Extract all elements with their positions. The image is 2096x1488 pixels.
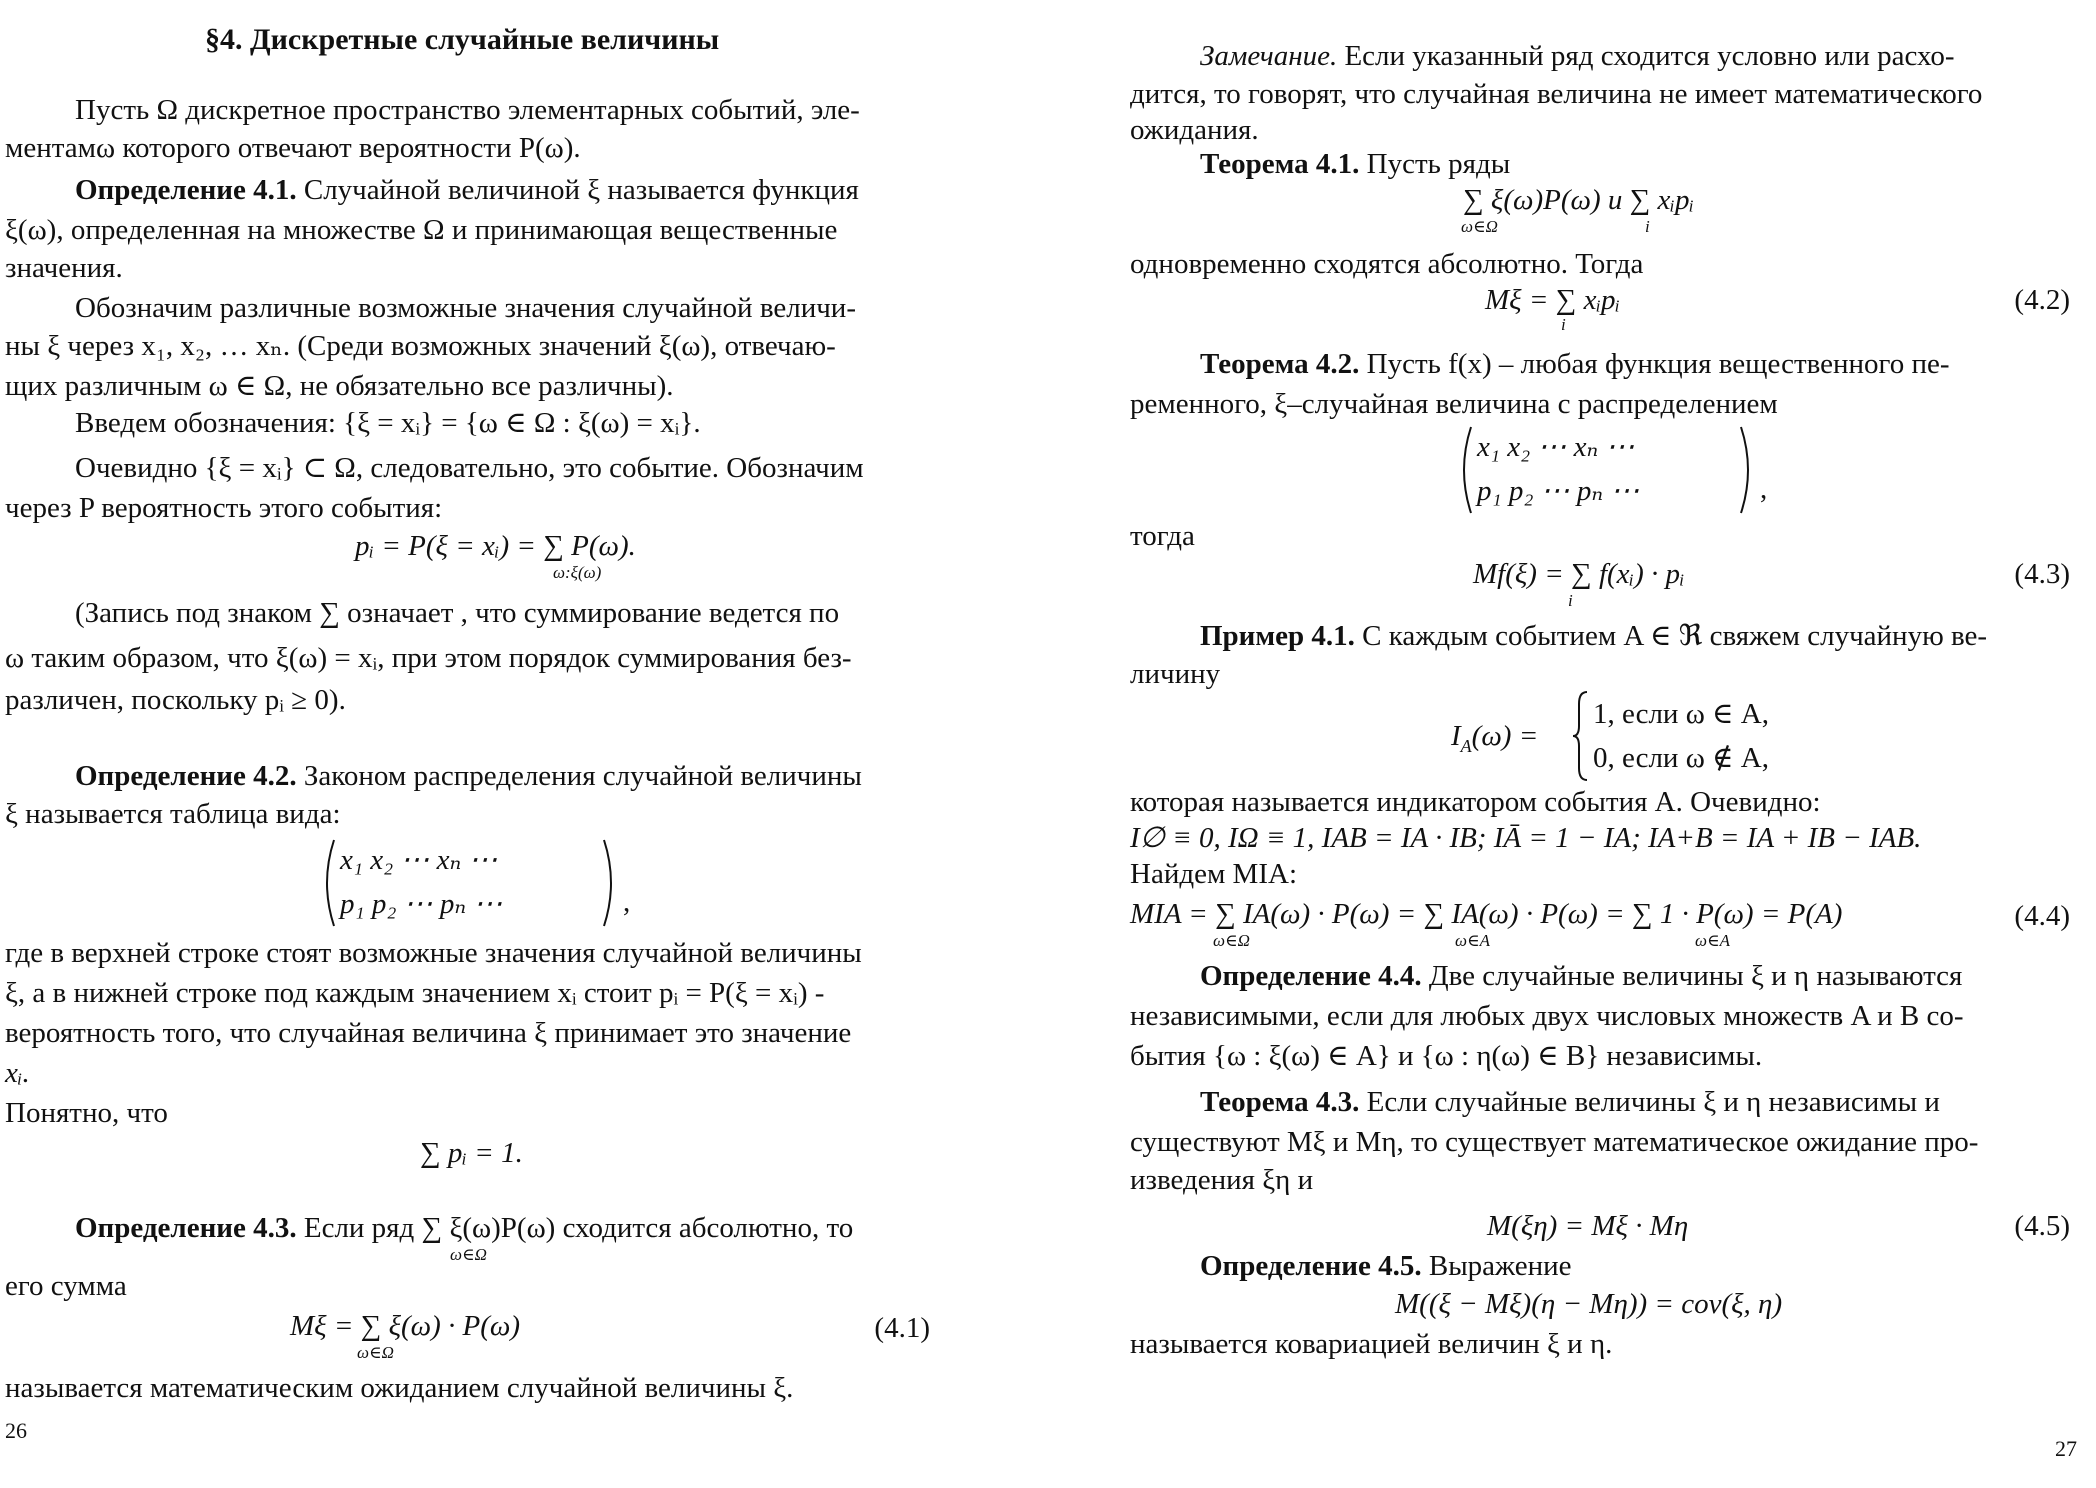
example-text: С каждым событием A ∈ ℜ свяжем случайную ве- — [1354, 620, 1988, 652]
matrix-top-row: x₁ x₂ ⋯ xₙ ⋯ — [1477, 431, 1635, 463]
section-title: §4. Дискретные случайные величины — [205, 23, 720, 56]
definition-heading: Определение 4.4. — [1200, 960, 1422, 992]
formula-4-4: MIA = ∑ IA(ω) · P(ω) = ∑ IA(ω) · P(ω) = ∑ 1 · P(ω) = P(A) — [1130, 898, 1843, 930]
theorem-4-1 — [1200, 146, 1510, 182]
definition-4-5 — [1200, 1248, 1572, 1284]
equation-number: (4.1) — [874, 1312, 930, 1344]
paragraph-line: ω таким образом, что ξ(ω) = xᵢ, при этом порядок суммирования без- — [5, 642, 852, 674]
definition-heading: Определение 4.5. — [1200, 1250, 1422, 1282]
matrix-bottom-row: p₁ p₂ ⋯ pₙ ⋯ — [1477, 475, 1640, 507]
paragraph-line: Понятно, что — [5, 1097, 168, 1129]
formula-subscript: ω∈A — [1695, 931, 1730, 950]
left-paren — [1455, 425, 1475, 515]
paragraph-line: Пусть Ω дискретное пространство элементарных событий, эле- — [75, 94, 860, 126]
theorem-4-2 — [1200, 346, 1950, 382]
definition-text: Случайной величиной ξ называется функция — [296, 174, 859, 206]
example-heading: Пример 4.1. — [1200, 620, 1355, 652]
paragraph-line: независимыми, если для любых двух числовых множеств A и B со- — [1130, 1000, 1964, 1032]
paragraph-line: бытия {ω : ξ(ω) ∈ A} и {ω : η(ω) ∈ B} независимы. — [1130, 1040, 1763, 1072]
paragraph-line: Введем обозначения: {ξ = xᵢ} = {ω ∈ Ω : ξ(ω) = xᵢ}. — [75, 407, 701, 439]
remark-text: Если указанный ряд сходится условно или расхо- — [1337, 40, 1955, 72]
remark-heading: Замечание. — [1200, 40, 1338, 72]
paragraph-line: ξ, а в нижней строке под каждым значением xᵢ стоит pᵢ = P(ξ = xᵢ) - — [5, 977, 825, 1009]
example-4-1 — [1200, 618, 1987, 654]
paragraph-line: называется ковариацией величин ξ и η. — [1130, 1328, 1613, 1360]
theorem-heading: Теорема 4.1. — [1200, 148, 1360, 180]
indicator-definition — [1451, 690, 1771, 782]
formula-subscript: ω∈Ω — [1213, 931, 1250, 950]
paragraph-line: ны ξ через x₁, x₂, … xₙ. (Среди возможных значений ξ(ω), отвечаю- — [5, 330, 836, 362]
indicator-case-2: 0, если ω ∉ A, — [1593, 742, 1769, 774]
formula-pi: pᵢ = P(ξ = xᵢ) = ∑ P(ω). — [355, 530, 636, 562]
theorem-text: Если случайные величины ξ и η независимы и — [1359, 1086, 1940, 1118]
definition-heading: Определение 4.2. — [75, 760, 297, 792]
left-page — [0, 0, 1030, 1488]
paragraph-line: дится, то говорят, что случайная величина не имеет математического — [1130, 78, 1983, 110]
definition-heading: Определение 4.1. — [75, 174, 297, 206]
formula-subscript: ω∈Ω — [1461, 217, 1498, 236]
definition-text: Если ряд ∑ ξ(ω)P(ω) сходится абсолютно, то — [296, 1212, 854, 1244]
paragraph-line: вероятность того, что случайная величина ξ принимает это значение — [5, 1017, 852, 1049]
paragraph-line: различен, поскольку pᵢ ≥ 0). — [5, 684, 346, 716]
paragraph-line: щих различным ω ∈ Ω, не обязательно все различны). — [5, 370, 674, 402]
paragraph-line: личину — [1130, 658, 1221, 690]
definition-4-1 — [75, 172, 859, 208]
theorem-heading: Теорема 4.2. — [1200, 348, 1360, 380]
formula-4-5: M(ξη) = Mξ · Mη — [1487, 1210, 1689, 1242]
definition-text: Законом распределения случайной величины — [296, 760, 862, 792]
definition-text: Выражение — [1421, 1250, 1572, 1282]
paragraph-line: xᵢ. — [5, 1057, 30, 1089]
matrix-bottom-row: p₁ p₂ ⋯ pₙ ⋯ — [340, 888, 503, 920]
paragraph-line: изведения ξη и — [1130, 1164, 1314, 1196]
equation-number: (4.4) — [2014, 900, 2070, 932]
formula-series: ∑ ξ(ω)P(ω) и ∑ xᵢpᵢ — [1463, 184, 1695, 216]
paragraph-line: ременного, ξ–случайная величина с распределением — [1130, 388, 1778, 420]
formula-subscript: ω∈A — [1455, 931, 1490, 950]
formula-subscript: ω:ξ(ω) — [553, 563, 602, 582]
indicator-lhs: $I_A(\omega)$ = — [1451, 720, 1539, 756]
theorem-text: Пусть f(x) – любая функция вещественного пе- — [1359, 348, 1950, 380]
paragraph-line: ожидания. — [1130, 114, 1259, 146]
formula-4-1: Mξ = ∑ ξ(ω) · P(ω) — [290, 1310, 521, 1342]
left-paren — [318, 838, 338, 928]
paragraph-line: ξ называется таблица вида: — [5, 798, 341, 830]
left-brace — [1571, 690, 1591, 782]
paragraph-line: Очевидно {ξ = xᵢ} ⊂ Ω, следовательно, это событие. Обозначим — [75, 452, 864, 484]
distribution-matrix: x₁ x₂ ⋯ xₙ ⋯ p₁ p₂ ⋯ pₙ ⋯ , — [1455, 425, 1765, 515]
equation-number: (4.5) — [2014, 1210, 2070, 1242]
equation-number: (4.2) — [2014, 284, 2070, 316]
definition-4-3 — [75, 1210, 853, 1246]
equation-number: (4.3) — [2014, 558, 2070, 590]
right-page — [1125, 0, 2085, 1488]
paragraph-line: одновременно сходятся абсолютно. Тогда — [1130, 248, 1644, 280]
definition-heading: Определение 4.3. — [75, 1212, 297, 1244]
page-number: 27 — [2055, 1436, 2077, 1461]
formula-subscript: i — [1568, 591, 1573, 610]
indicator-case-1: 1, если ω ∈ A, — [1593, 698, 1769, 730]
distribution-matrix: x₁ x₂ ⋯ xₙ ⋯ p₁ p₂ ⋯ pₙ ⋯ , — [318, 838, 628, 928]
right-paren — [1737, 425, 1757, 515]
formula-subscript: ω∈Ω — [357, 1343, 394, 1362]
paragraph-line: его сумма — [5, 1270, 127, 1302]
definition-text: Две случайные величины ξ и η называются — [1421, 960, 1963, 992]
right-paren — [600, 838, 620, 928]
matrix-top-row: x₁ x₂ ⋯ xₙ ⋯ — [340, 844, 498, 876]
definition-4-2 — [75, 758, 862, 794]
formula-subscript: i — [1645, 217, 1650, 236]
paragraph-line: существуют Mξ и Mη, то существует математическое ожидание про- — [1130, 1126, 1979, 1158]
paragraph-line: тогда — [1130, 520, 1195, 552]
paragraph-line: ξ(ω), определенная на множестве Ω и принимающая вещественные — [5, 214, 838, 246]
definition-4-4 — [1200, 958, 1962, 994]
paragraph-line: называется математическим ожиданием случайной величины ξ. — [5, 1372, 794, 1404]
paragraph-line: I∅ ≡ 0, IΩ ≡ 1, IAB = IA · IB; IĀ = 1 − IA; IA+B = IA + IB − IAB. — [1130, 822, 1922, 854]
formula-subscript: ω∈Ω — [450, 1245, 487, 1264]
paragraph-line: Обозначим различные возможные значения случайной величи- — [75, 292, 856, 324]
paragraph-line: где в верхней строке стоят возможные значения случайной величины — [5, 937, 862, 969]
theorem-text: Пусть ряды — [1359, 148, 1511, 180]
theorem-heading: Теорема 4.3. — [1200, 1086, 1360, 1118]
page-number: 26 — [5, 1418, 27, 1443]
theorem-4-3 — [1200, 1084, 1940, 1120]
paragraph-line: которая называется индикатором события A. Очевидно: — [1130, 786, 1821, 818]
paragraph-line: через P вероятность этого события: — [5, 492, 443, 524]
paragraph-line: ментамω которого отвечают вероятности P(ω). — [5, 132, 581, 164]
formula-4-3: Mf(ξ) = ∑ f(xᵢ) · pᵢ — [1473, 558, 1685, 590]
remark — [1200, 38, 1955, 74]
formula-covariance: M((ξ − Mξ)(η − Mη)) = cov(ξ, η) — [1395, 1288, 1783, 1320]
formula-subscript: i — [1561, 315, 1566, 334]
paragraph-line: Найдем MIA: — [1130, 858, 1298, 890]
formula-sum: ∑ pᵢ = 1. — [420, 1137, 523, 1169]
paragraph-line: (Запись под знаком ∑ означает , что суммирование ведется по — [75, 597, 840, 629]
paragraph-line: значения. — [5, 252, 123, 284]
formula-4-2: Mξ = ∑ xᵢpᵢ — [1485, 284, 1621, 316]
